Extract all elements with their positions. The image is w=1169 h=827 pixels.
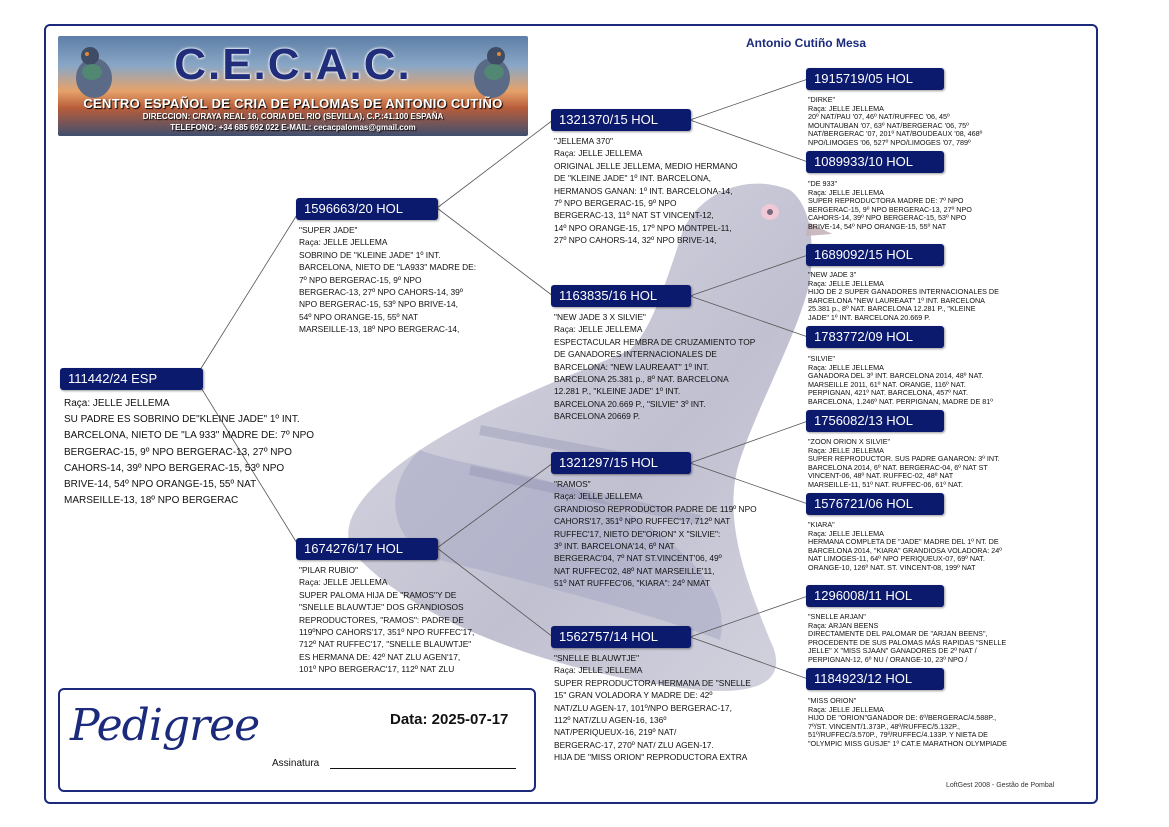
signature-label: Assinatura bbox=[272, 758, 320, 769]
pedigree-script-logo: Pedigree bbox=[70, 700, 260, 751]
ggp-6-ring-box: 1576721/06 HOL bbox=[806, 493, 944, 515]
ggp-2-description: "DE 933" Raça: JELLE JELLEMA SUPER REPRODUCTORA MADRE DE: 7º NPO BERGERAC-15, 9º NPO BERGERAC-13, 27º NPO CAHORS-14, 39º NPO BERGERAC-15, 53º NPO BRIVE-14, 54º NPO ORANGE-15, 55º NAT bbox=[808, 179, 972, 231]
ggp-5-ring-box: 1756082/13 HOL bbox=[806, 410, 944, 432]
logo-subtitle: CENTRO ESPAÑOL DE CRIA DE PALOMAS DE ANTONIO CUTIÑO bbox=[83, 96, 503, 111]
ggp-8-description: "MISS ORION" Raça: JELLE JELLEMA HIJO DE "ORION"GANADOR DE: 6º/BERGERAC/4.588P., 7º/ST. VINCENT/1.373P., 48º/RUFFEC/5.132P., 51º/RUFFEC/3.570P., 79º/RUFFEC/4.133P. Y NIETA DE "OLYMPIC MISS GUSJE" 1º CAT.E MARATHON OLYMPIADE bbox=[808, 696, 1007, 748]
pedigree-date: Data: 2025-07-17 bbox=[390, 711, 509, 728]
dam-ring-box: 1674276/17 HOL bbox=[296, 538, 438, 560]
software-credit: LoftGest 2008 - Gestão de Pombal bbox=[946, 782, 1055, 789]
ggp-1-description: "DIRKE" Raça: JELLE JELLEMA 20º NAT/PAU '07, 46º NAT/RUFFEC '06, 45º MOUNTAUBAN '07, 63º NAT/BERGERAC '06, 75º NAT/BERGERAC '07, 201º NAT/BOUDEAUX '08, 468º NPO/LIMOGES '06, 527º NPO/LIMOGES '07, 789º bbox=[808, 95, 983, 147]
grandsire-paternal-description: "JELLEMA 370" Raça: JELLE JELLEMA ORIGINAL JELLE JELLEMA, MEDIO HERMANO DE "KLEINE JADE" 1º INT. BARCELONA, HERMANOS GANAN: 1º INT. BARCELONA-14, 7º NPO BERGERAC-15, 9º NPO BERGERAC-13, 11º NAT ST VINCENT-12, 14º NPO ORANGE-15, 17º NPO MONTPEL-11, 27º NPO CAHORS-14, 32º NPO BRIVE-14, bbox=[554, 136, 738, 246]
granddam-paternal-ring-box: 1163835/16 HOL bbox=[551, 285, 691, 307]
sire-description: "SUPER JADE" Raça: JELLE JELLEMA SOBRINO DE "KLEINE JADE" 1º INT. BARCELONA, NIETO DE "LA933" MADRE DE: 7º NPO BERGERAC-15, 9º NPO BERGERAC-13, 27º NPO CAHORS-14, 39º NPO BERGERAC-15, 53º NPO BRIVE-14, 54º NPO ORANGE-15, 55º NAT MARSEILLE-13, 18º NPO BERGERAC-14, bbox=[299, 225, 477, 335]
logo-contact: TELEFONO: +34 685 692 022 E-MAIL: cecacpalomas@gmail.com bbox=[170, 123, 416, 132]
signature-line[interactable] bbox=[330, 768, 516, 769]
ggp-4-ring-box: 1783772/09 HOL bbox=[806, 326, 944, 348]
ggp-2-ring-box: 1089933/10 HOL bbox=[806, 151, 944, 173]
ggp-7-description: "SNELLE ARJAN" Raça: ARJAN BEENS DIRECTAMENTE DEL PALOMAR DE "ARJAN BEENS", PROCEDENTE DE SUS PALOMAS MÁS RAPIDAS "SNELLE JELLE" X "MISS SJAAN" GANADORES DE 2º NAT / PERPIGNAN-12, 6º NU / ORANGE-10, 23º NPO / bbox=[808, 612, 1007, 664]
granddam-maternal-ring-box: 1562757/14 HOL bbox=[551, 626, 691, 648]
ggp-7-ring-box: 1296008/11 HOL bbox=[806, 585, 944, 607]
grandsire-maternal-ring-box: 1321297/15 HOL bbox=[551, 452, 691, 474]
ggp-5-description: "ZOON ORION X SILVIE" Raça: JELLE JELLEMA SUPER REPRODUCTOR. SUS PADRE GANARON: 3º INT. BARCELONA 2014, 6º NAT. BERGERAC-04, 6º NAT ST VINCENT-06, 48º NAT. RUFFEC-02, 48º NAT MARSEILLE-11, 51º NAT. RUFFEC-06, 61º NAT. bbox=[808, 437, 1000, 489]
subject-ring-box: 111442/24 ESP bbox=[60, 368, 203, 390]
ggp-4-description: "SILVIE" Raça: JELLE JELLEMA GANADORA DEL 3º INT. BARCELONA 2014, 48º NAT. MARSEILLE 2011, 61º NAT. ORANGE, 116º NAT. PERPIGNAN, 421º NAT. BARCELONA, 457º NAT. BARCELONA, 1.246º NAT. PERPIGNAN, MADRE DE 81º bbox=[808, 354, 993, 406]
ggp-6-description: "KIARA" Raça: JELLE JELLEMA HERMANA COMPLETA DE "JADE" MADRE DEL 1º NT. DE BARCELONA 2014, "KIARA" GRANDIOSA VOLADORA: 24º NAT LIMOGES-11, 64º NPO PERIQUEUX-07, 69º NAT. ORANGE-10, 126º NAT. ST. VINCENT-08, 199º NAT bbox=[808, 520, 1002, 572]
ggp-3-ring-box: 1689092/15 HOL bbox=[806, 244, 944, 266]
grandsire-maternal-description: "RAMOS" Raça: JELLE JELLEMA GRANDIOSO REPRODUCTOR PADRE DE 119º NPO CAHORS'17, 351º NPO RUFFEC'17, 712º NAT RUFFEC'17, NIETO DE"ORION" X "SILVIE": 3º INT. BARCELONA'14, 6º NAT BERGERAC'04, 7º NAT ST.VINCENT'06, 49º NAT RUFFEC'02, 48º NAT MARSEILLE'11, 51º NAT RUFFEC'06, "KIARA": 24º NMAT bbox=[554, 479, 757, 589]
ggp-8-ring-box: 1184923/12 HOL bbox=[806, 668, 944, 690]
ggp-1-ring-box: 1915719/05 HOL bbox=[806, 68, 944, 90]
granddam-maternal-description: "SNELLE BLAUWTJE" Raça: JELLE JELLEMA SUPER REPRODUCTORA HERMANA DE "SNELLE 15" GRAN VOLADORA Y MADRE DE: 42º NAT/ZLU AGEN-17, 101º/NPO BERGERAC-17, 112º NAT/ZLU AGEN-16, 136º NAT/PERIQUEUX-16, 219º NAT/ BERGERAC-17, 270º NAT/ ZLU AGEN-17. HIJA DE "MISS ORION" REPRODUCTORA EXTRA bbox=[554, 653, 751, 763]
dam-description: "PILAR RUBIO" Raça: JELLE JELLEMA SUPER PALOMA HIJA DE "RAMOS"Y DE "SNELLE BLAUWTJE" DOS GRANDIOSOS REPRODUCTORES, "RAMOS": PADRE DE 119ºNPO CAHORS'17, 351º NPO RUFFEC'17, 712º NAT RUFFEC'17, "SNELLE BLAUWTJE" ES HERMANA DE: 42º NAT ZLU AGEN'17, 101º NPO BERGERAC'17, 112º NAT ZLU bbox=[299, 565, 475, 675]
ggp-3-description: "NEW JADE 3" Raça: JELLE JELLEMA HIJO DE 2 SUPER GANADORES INTERNACIONALES DE BARCELONA "NEW LAUREAAT" 1º INT. BARCELONA 25.381 p., 8º NAT. BARCELONA 12.281 P., "KLEINE JADE" 1º INT. BARCELONA 20.669 P. bbox=[808, 270, 999, 322]
grandsire-paternal-ring-box: 1321370/15 HOL bbox=[551, 109, 691, 131]
logo-address: DIRECCION: C/RAYA REAL 16, CORIA DEL RIO (SEVILLA), C.P.:41.100 ESPAÑA bbox=[142, 112, 444, 121]
cecac-logo-banner bbox=[58, 36, 528, 136]
granddam-paternal-description: "NEW JADE 3 X SILVIE" Raça: JELLE JELLEMA ESPECTACULAR HEMBRA DE CRUZAMIENTO TOP DE GANADORES INTERNACIONALES DE BARCELONA: "NEW LAUREAAT" 1º INT. BARCELONA 25.381 p., 8º NAT. BARCELONA 12.281 P., "KLEINE JADE" 1º INT. BARCELONA 20.669 P., "SILVIE" 3º INT. BARCELONA 20669 P. bbox=[554, 312, 756, 422]
sire-ring-box: 1596663/20 HOL bbox=[296, 198, 438, 220]
breeder-name: Antonio Cutiño Mesa bbox=[746, 36, 866, 50]
subject-description: Raça: JELLE JELLEMA SU PADRE ES SOBRINO DE"KLEINE JADE" 1º INT. BARCELONA, NIETO DE "LA 933" MADRE DE: 7º NPO BERGERAC-15, 9º NPO BERGERAC-13, 27º NPO CAHORS-14, 39º NPO BERGERAC-15, 53º NPO BRIVE-14, 54º NPO ORANGE-15, 55º NAT MARSEILLE-13, 18º NPO BERGERAC bbox=[64, 398, 315, 507]
logo-title: C.E.C.A.C. bbox=[174, 40, 412, 89]
